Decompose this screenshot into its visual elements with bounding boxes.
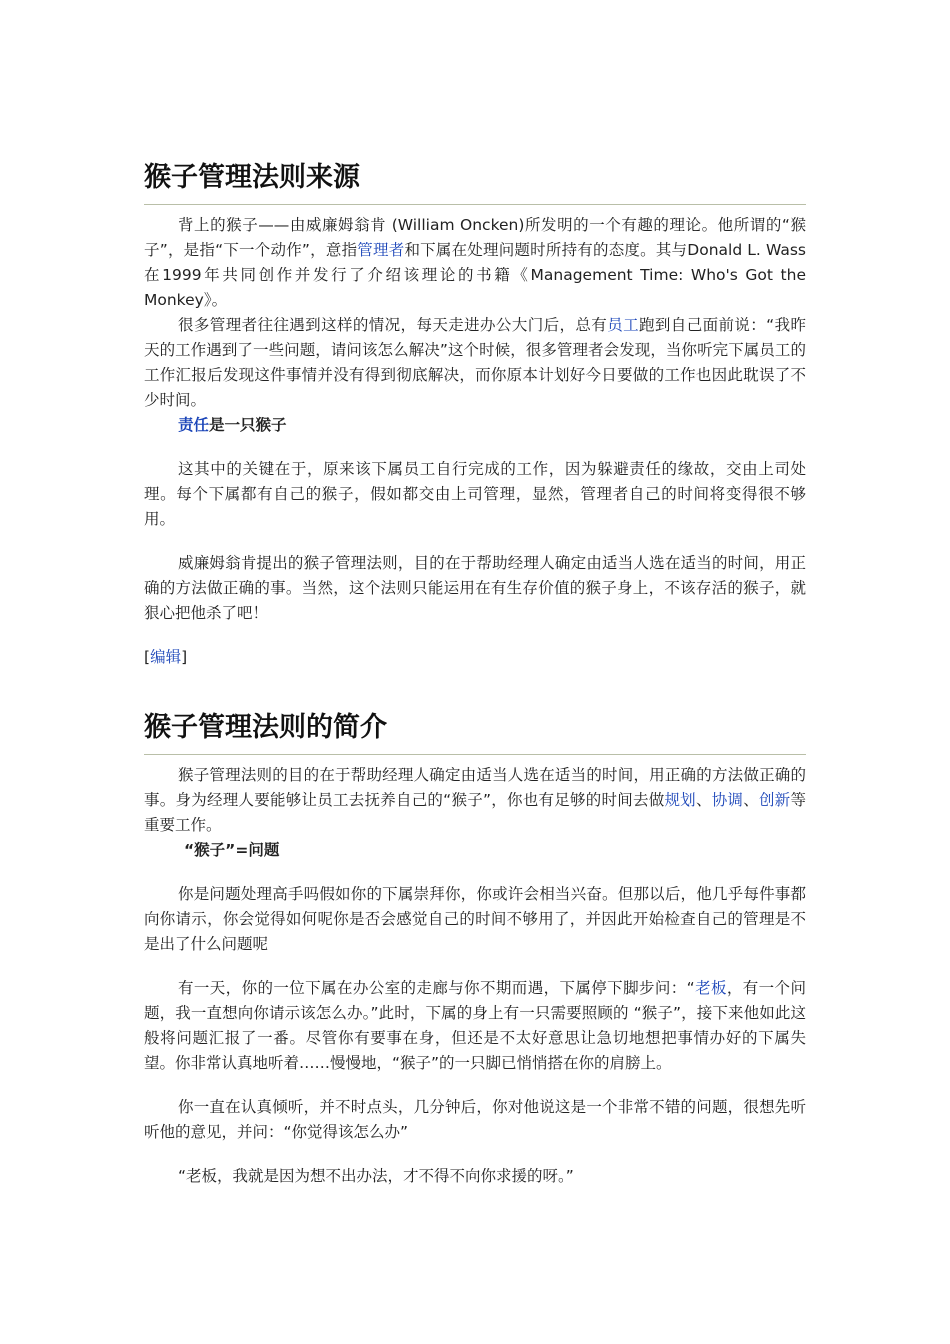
paragraph-origin-key: 这其中的关键在于，原来该下属员工自行完成的工作，因为躲避责任的缘故，交由上司处理。每个下属都有自己的猴子，假如都交由上司管理，显然，管理者自己的时间将变得很不够用。 [144,460,806,528]
text: 和下属在处理问题时所持有的态度。其与Donald L. Wass在1999年共同创作并发行了介绍该理论的书籍《Management Time: Who's Got the Monkey》。 [144,241,806,309]
text: 猴子管理法则的目的在于帮助经理人确定由适当人选在适当的时间，用正确的方法做正确的事。身为经理人要能够让员工去抚养自己的“猴子”，你也有足够的时间去做 [144,766,806,809]
paragraph-intro-purpose [144,763,806,838]
link-innovation[interactable]: 创新 [758,791,791,809]
paragraph-origin-intro [144,213,806,313]
link-responsibility[interactable]: 责任 [178,416,210,434]
text: 很多管理者往往遇到这样的情况，每天走进办公大门后，总有 [178,316,608,334]
text: 等重要工作。 [144,791,806,834]
bracket: ] [181,648,188,666]
section-title-intro: 猴子管理法则的简介 [144,710,806,755]
text: ，有一个问题，我一直想向你请示该怎么办。”此时，下属的身上有一只需要照顾的 “猴子”，接下来他如此这般将问题汇报了一番。尽管你有要事在身，但还是不太好意思让急切地想把事情办好的下属失望。你非常认真地听着……慢慢地，“猴子”的一只脚已悄悄搭在你的肩膀上。 [144,979,806,1072]
article-content [144,160,806,1189]
text: 是一只猴子 [209,416,287,434]
link-coordination[interactable]: 协调 [711,791,744,809]
text: 、 [743,791,759,809]
edit-section-link [144,645,806,670]
paragraph-intro-hallway [144,976,806,1076]
link-planning[interactable]: 规划 [664,791,696,809]
edit-link[interactable]: 编辑 [150,648,182,666]
text: 、 [695,791,712,809]
link-boss[interactable]: 老板 [694,979,727,997]
link-manager[interactable]: 管理者 [357,241,405,259]
bracket: [ [144,648,151,666]
text: 背上的猴子——由威廉姆翁肯 (William Oncken)所发明的一个有趣的理论。他所谓的“猴子”，是指“下一个动作”，意指 [144,216,806,259]
text: 跑到自己面前说：“我昨天的工作遇到了一些问题，请问该怎么解决”这个时候，很多管理者会发现，当你听完下属员工的工作汇报后发现这件事情并没有得到彻底解决，而你原本计划好今日要做的工作也因此耽误了不少时间。 [144,316,806,409]
paragraph-intro-expert: 你是问题处理高手吗假如你的下属崇拜你，你或许会相当兴奋。但那以后，他几乎每件事都向你请示，你会觉得如何呢你是否会感觉自己的时间不够用了，并因此开始检查自己的管理是不是出了什么问题呢 [144,885,806,953]
subheading-responsibility [144,413,806,438]
link-employee[interactable]: 员工 [607,316,639,334]
subheading-monkey-equals-problem: “猴子”=问题 [184,841,280,859]
paragraph-intro-listening: 你一直在认真倾听，并不时点头，几分钟后，你对他说这是一个非常不错的问题，很想先听听他的意见，并问：“你觉得该怎么办” [144,1098,806,1141]
paragraph-intro-reply: “老板，我就是因为想不出办法，才不得不向你求援的呀。” [178,1167,574,1185]
paragraph-origin-rule: 威廉姆翁肯提出的猴子管理法则，目的在于帮助经理人确定由适当人选在适当的时间，用正确的方法做正确的事。当然，这个法则只能运用在有生存价值的猴子身上，不该存活的猴子，就狠心把他杀了吧！ [144,554,806,622]
text: 有一天，你的一位下属在办公室的走廊与你不期而遇，下属停下脚步问：“ [178,979,695,997]
section-title-origin: 猴子管理法则来源 [144,160,806,205]
paragraph-origin-scenario [144,313,806,413]
